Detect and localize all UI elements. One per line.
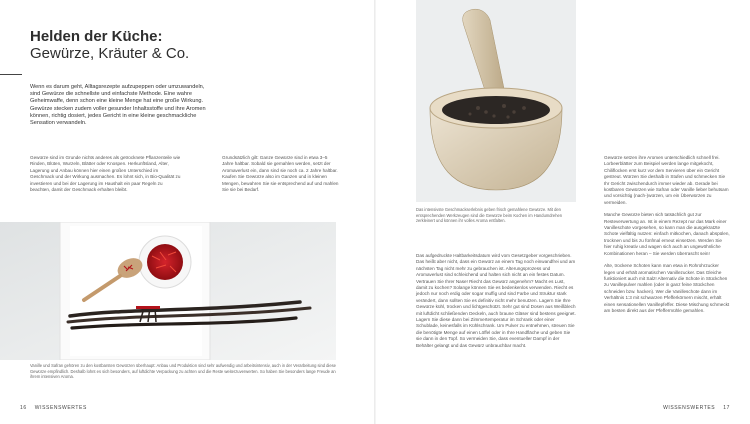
vanilla-photo-caption: Vanille und Safran gehören zu den kostbarsten Gewürzen überhaupt: Anbau und Produktion sind sehr aufwendig und arbeitsintensiv, auch in der Verarbeitung sind diese Gewürze empfindlich. Deshalb lohnt es sich besonders, auf luftdichte Verpackung zu achten und die Reste weiterzuverwerten. So haben Sie besonders lange Freude an ihrem intensiven Aroma. [30,363,336,380]
white-plate [60,222,210,360]
paragraph-aromen: Gewürze setzen ihre Aromen unterschiedlich schnell frei. Lorbeerblätter zum Beispiel werden lange mitgekocht, Chiliflocken erst kurz vor dem Servieren über ein Gericht gestreut. Würzen Sie deshalb in Stufen und schmecken Sie Ihr Gericht zwischendurch immer wieder ab. Gerade bei kostbaren Gewürzen wie Safran oder Vanille lieber behutsam und vorsichtig (nach-)würzen, um ein Überwürzen zu vermeiden. [604,155,729,205]
left-running-head: WISSENSWERTES [34,405,87,411]
intro-paragraph: Wenn es darum geht, Alltagsrezepte aufzupeppen oder umzuwandeln, sind Gewürze die schnellste und einfachste Methode. Eine wahre Geheimwaffe, denn schon eine kleine Menge hat eine große Wirkung. Gewürze stecken zudem voller gesunder Inhaltsstoffe und ihre Aromen können, richtig dosiert, jedes Gericht in eine kleine geschmackliche Sensation verwandeln. [30,84,206,127]
mortar-pestle-photo [416,0,576,202]
mortar-photo-caption: Das intensivste Geschmackserlebnis geben frisch gemahlene Gewürze. Mit den entsprechenden Werkzeugen sind die Gewürze beim Kochen im Handumdrehen zerkleinert und können ihr volles Aroma entfalten. [416,207,563,224]
saffron-bowl [139,236,191,288]
right-page-number: 17 [723,405,730,411]
body-column-4 [604,155,730,320]
paragraph-resteverwertung: Manche Gewürze bieten sich tatsächlich gut zur Resteverwertung an. Ist in einem Rezept nur das Mark einer Vanilleschote vorgesehen, so kann man die ausgekratzte Schote vielfältig nutzen: einfach mitkochen, danach abspülen, trocknen und bis zu fünfmal erneut einsetzen. Werden Sie hier ruhig kreativ und wagen sich auch an ungewöhnliche Kombinationen heran – Sie werden überrascht sein! [604,212,730,256]
left-footer [20,405,87,411]
body-column-1: Gewürze sind im Grunde nichts anderes als getrocknete Pflanzenteile wie Rinden, Blüten, Wurzeln, Blätter oder Knospen. Herkunftsland, Alter, Lagerung und Anbau können hier einen großen Unterschied im Geschmack und der Wirkung ausmachen. Es lohnt sich, in Bio-Qualität zu investieren und bei der Lagerung im Haushalt ein paar Regeln zu beachten, damit der Geschmack erhalten bleibt. [30,155,181,193]
left-page-number: 16 [20,405,27,411]
page-gutter [374,0,376,424]
right-running-head: WISSENSWERTES [663,405,716,411]
paragraph-vanillezucker: Alte, trockene Schoten kann man etwa in Rohrohrzucker legen und erhält aromatischen Vanillezucker. Das Gleiche funktioniert auch mit Salz! Alternativ die Schote in Stückchen zu Vanillepulver mahlen (oder in ganz feine Stückchen schneiden bzw. hacken). Wer die Vanilleschote dann im Verhältnis 1:3 mit schwarzen Pfefferkörnern mischt, erhält einen sensationellen Vanillepfeffer. Diese Mischung schmeckt am besten direkt aus der Pfeffermühle gemahlen. [604,263,730,313]
body-column-3: Das aufgedruckte Haltbarkeitsdatum wird vom Gesetzgeber vorgeschrieben. Das heißt aber nicht, dass ein Gewürz an einem Tag noch einwandfrei und am nächsten Tag nicht mehr zu gebrauchen ist. Alterungsprozess und Aromaverlust sind schleichend und halten sich nicht an ein festes Datum. Vertrauen Sie Ihrer Nase! Riecht das Gewürz angenehm? Macht es Lust, damit zu kochen? Solange können Sie es bedenkenlos verwenden. Riecht es jedoch nur noch erdig oder sogar muffig und sind Farbe und Struktur stark verändert, dann sollten Sie es definitiv nicht mehr benutzen. Lagern Sie Ihre Gewürze kühl, trocken und lichtgeschützt. Sehr gut sind Dosen aus Weißblech mit luftdicht schließenden Deckeln, auch braune Gläser sind bestens geeignet. Lagern Sie diese dann bei Zimmertemperatur im Schrank oder einer Schublade, keinesfalls im Kühlschrank. Um Pulver zu entnehmen, streuen Sie die benötigte Menge auf einen Löffel oder in Ihre Handfläche und geben Sie sie dann in den Topf. So vermeiden Sie, dass eventueller Dampf in der Behälter gelangt und das Gewürz unbrauchbar macht. [416,253,576,348]
vanilla-saffron-photo [0,222,336,360]
page-title: Helden der Küche: [30,28,163,45]
body-column-2: Grundsätzlich gilt: Ganze Gewürze sind in etwa 3–5 Jahre haltbar. Sobald sie gemahlen werden, setzt der Aromaverlust ein, dann sind sie noch ca. 2 Jahre haltbar. Kaufen Sie Gewürze also im Ganzen und in kleinen Mengen, bewahren Sie sie entsprechend auf und mahlen Sie sie bei Bedarf. [222,155,339,193]
right-footer [663,405,730,411]
vanilla-saffron-illustration [0,222,336,360]
title-rule [0,74,22,75]
mortar-illustration [416,0,576,202]
headline-block [30,28,240,62]
page-subtitle: Gewürze, Kräuter & Co. [30,45,190,62]
